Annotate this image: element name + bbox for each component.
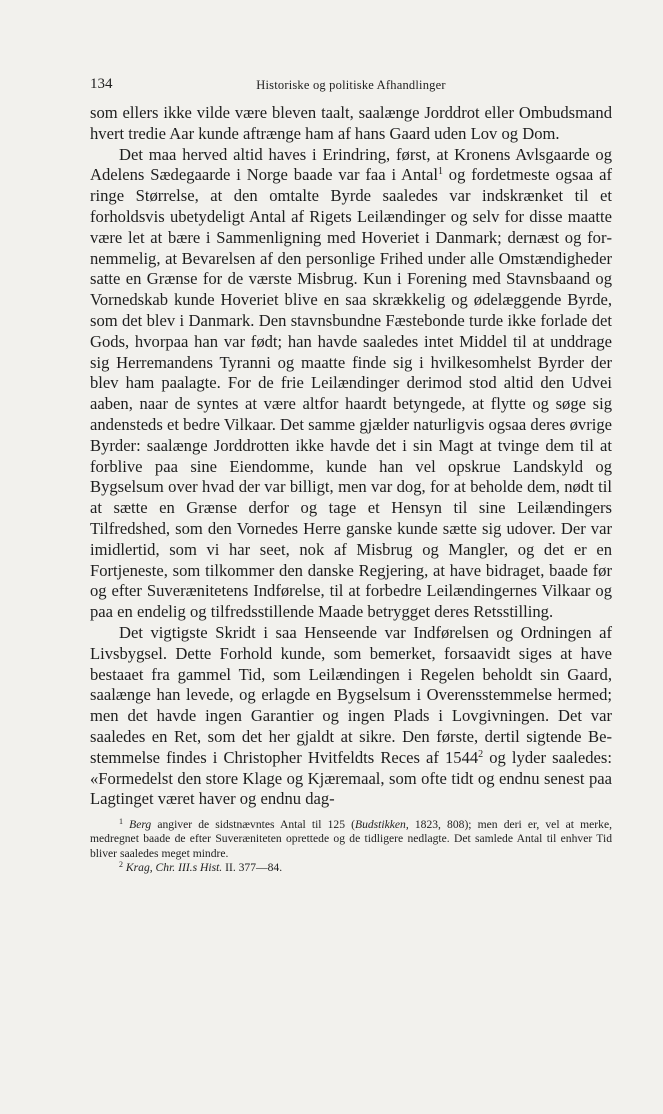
- paragraph-3-part-1: Det vigtigste Skridt i saa Henseende var Indførelsen og Ordningen af Livsbygsel. Dette Forhold kunde, som bemerket, forsaavidt siges at have bestaaet fra gammel Tid, som Leilændingen i Regelen beholdt sin Gaard, saalænge han levede, og erlagde en Bygselsum i Overensstemmelse hermed; men det havde ingen Garantier og ingen Plads i Lovgivningen. Det var saaledes en Ret, som det her gjaldt at sikre. Den første, dertil sigtende Bestemmelse findes i Christopher Hvitfeldts Reces af 1544: [90, 622, 612, 767]
- footnote-ref-1: 1: [437, 166, 443, 178]
- paragraph-2-part-1: Det maa herved altid haves i Erindring, først, at Kronens Avlsgaarde og Adelens Sædegaarde i Norge baade var faa i Antal: [90, 144, 612, 185]
- paragraph-2-part-2: og fordetmeste ogsaa af ringe Størrelse, at den omtalte Byrde saaledes var indskrænket til et forholdsvis ubetydeligt Antal af Rigets Leilændinger og selv for disse maatte være let at bære i Sammenligning med Hoveriet i Danmark; dernæst og fornemmelig, at Bevarelsen af den personlige Frihed under alle Omstændigheder satte en Grænse for de værste Misbrug. Kun i Forening med Stavnsbaand og Vornedskab kunde Hoveriet blive en saa skrækkelig og ødelæggende Byrde, som det blev i Danmark. Den stavnsbundne Fæstebonde turde ikke forlade det Gods, hvorpaa han var født; han havde saaledes intet Middel til at unddrage sig Herremandens Tyranni og maatte finde sig i hvilkesomhelst Byrder der blev ham paalagte. For de frie Leilændinger derimod stod altid den Udvei aaben, naar de syntes at være altfor haardt betyngede, at flytte og søge sig andensteds et bedre Vilkaar. Det samme gjælder naturligvis ogsaa deres øvrige Byrder: saalænge Jorddrotten ikke havde det i sin Magt at tvinge dem til at forblive paa sine Eiendomme, kunde han vel opskrue Landskyld og Bygselsum over hvad der var billigt, men var dog, for at beholde dem, nødt til at sætte en Grænse derfor og tage et Hensyn til sine Leilændingers Tilfredshed, som den Vornedes Herre ganske kunde sætte sig udover. Der var imidlertid, som vi har seet, nok af Misbrug og Mangler, og det er en Fortjeneste, som tilkommer den danske Regjering, at have bidraget, baade før og efter Suverænitetens Indførelse, til at forbedre Leilændingernes Vilkaar og paa en endelig og tilfredsstillende Maade betrygget deres Retsstilling.: [90, 165, 612, 622]
- footnote-2-ref: Krag, Chr. III.s Hist.: [125, 860, 223, 874]
- footnote-1-mark: 1: [119, 817, 123, 827]
- footnote-1-text-b: 1823, 808); men deri er, vel at merke, medregnet baade de efter Suveræniteten oprettede og de tidligere nedlagte. Det samlede Antal til enhver Tid bliver saaledes meget mindre.: [90, 818, 612, 860]
- paragraph-3-part-2: og lyder saaledes: «Formedelst den store Klage og Kjæremaal, som ofte tidt og endnu senest paa Lagtinget været haver og endnu dag-: [90, 747, 612, 809]
- footnote-ref-2: 2: [478, 748, 484, 760]
- paragraph-1: som ellers ikke vilde være bleven taalt, saalænge Jorddrot eller Ombudsmand hvert tredie Aar kunde aftrænge ham af hans Gaard uden Lov og Dom.: [90, 103, 612, 143]
- footnote-1-author: Berg: [129, 818, 152, 832]
- footnote-1-source: Budstikken,: [354, 818, 409, 832]
- footnote-2-mark: 2: [119, 859, 123, 869]
- paragraph-3: [90, 623, 612, 810]
- footnote-1-text-a: angiver de sidstnævntes Antal til 125 (: [151, 818, 355, 832]
- book-page: [90, 70, 612, 875]
- running-head: [90, 70, 612, 100]
- footnotes: [90, 818, 612, 875]
- footnote-1: [90, 818, 612, 861]
- body-text: [90, 103, 612, 810]
- footnote-2-text: II. 377—84.: [222, 860, 283, 874]
- paragraph-2: [90, 145, 612, 623]
- running-title: Historiske og politiske Afhandlinger: [256, 78, 446, 92]
- footnote-2: [90, 861, 612, 875]
- page-number: 134: [90, 76, 113, 92]
